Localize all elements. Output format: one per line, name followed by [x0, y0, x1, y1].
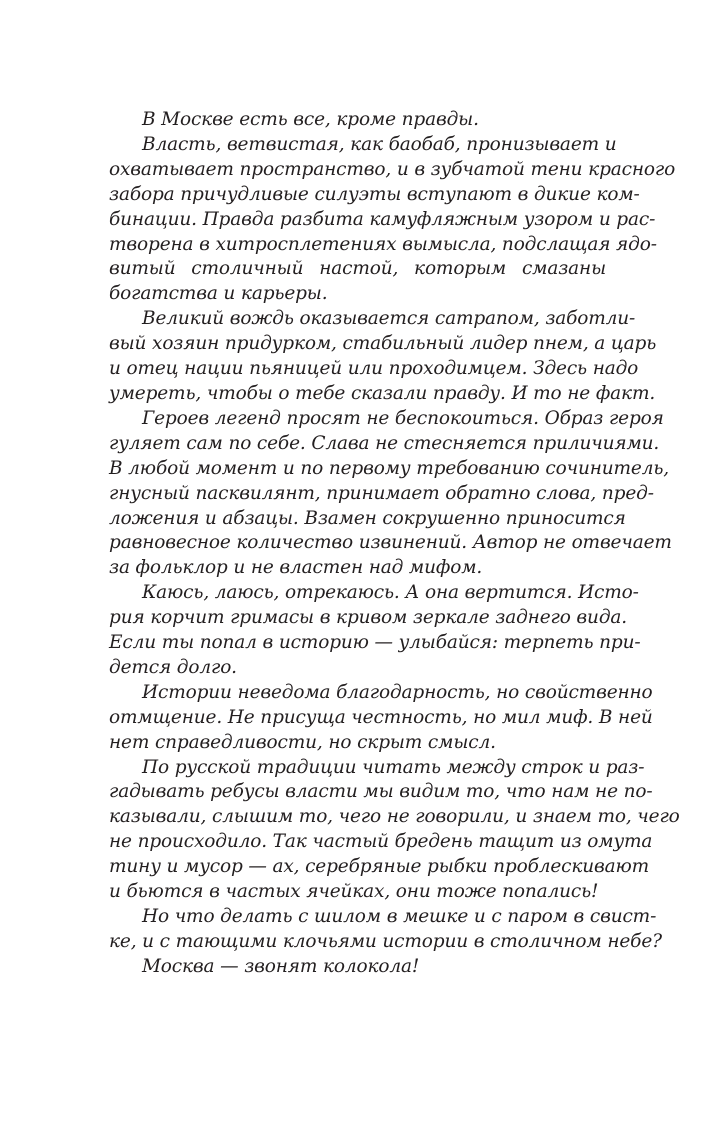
- text-line: Героев легенд просят не беспокоиться. Образ героя: [142, 407, 664, 429]
- text-line: рия корчит гримасы в кривом зеркале заднего вида.: [109, 607, 628, 629]
- text-line: Москва — звонят колокола!: [142, 955, 420, 977]
- text-line: По русской традиции читать между строк и раз-: [142, 756, 645, 778]
- text-line: Великий вождь оказывается сатрапом, заботли-: [142, 308, 636, 330]
- paragraph-2: [76, 133, 676, 307]
- text-line: бинации. Правда разбита камуфляжным узором и рас-: [109, 208, 656, 230]
- text-line: отмщение. Не присуща честность, но мил миф. В ней: [109, 706, 653, 728]
- paragraph-8: [76, 905, 662, 955]
- text-line: В любой момент и по первому требованию сочинитель,: [109, 457, 670, 479]
- text-line: не происходило. Так частый бредень тащит из омута: [109, 831, 653, 853]
- text-line: Истории неведома благодарность, но свойственно: [142, 681, 653, 703]
- text-line: тину и мусор — ах, серебряные рыбки проблескивают: [109, 856, 650, 878]
- text-line: за фольклор и не властен над мифом.: [109, 557, 483, 579]
- text-line: охватывает пространство, и в зубчатой тени красного: [109, 158, 676, 180]
- paragraph-9: [76, 955, 606, 980]
- text-line: ке, и с тающими клочьями истории в столичном небе?: [109, 930, 662, 952]
- paragraph-4: [76, 407, 672, 581]
- text-line: равновесное количество извинений. Автор не отвечает: [109, 532, 672, 554]
- paragraph-6: [76, 681, 653, 756]
- text-line: дется долго.: [109, 656, 237, 678]
- text-line: и бьются в частых ячейках, они тоже попались!: [109, 881, 599, 903]
- text-line: Но что делать с шилом в мешке и с паром в свист-: [142, 906, 657, 927]
- text-line: гнусный пасквилянт, принимает обратно слова, пред-: [109, 482, 654, 504]
- text-line: казывали, слышим то, чего не говорили, и знаем то, чего: [109, 806, 680, 828]
- paragraph-1: [76, 108, 606, 133]
- text-line: ложения и абзацы. Взамен сокрушенно приносится: [109, 507, 626, 529]
- paragraph-3: [76, 307, 657, 407]
- text-line: вый хозяин придурком, стабильный лидер пнем, а царь: [109, 333, 657, 355]
- paragraph-7: [76, 756, 680, 905]
- text-line: Если ты попал в историю — улыбайся: терпеть при-: [109, 632, 641, 654]
- text-line: гадывать ребусы власти мы видим то, что нам не по-: [109, 781, 653, 803]
- text-line: Каюсь, лаюсь, отрекаюсь. А она вертится. Исто-: [142, 582, 639, 604]
- body-text: [76, 108, 680, 980]
- text-line: и отец нации пьяницей или проходимцем. Здесь надо: [109, 358, 639, 380]
- text-line: нет справедливости, но скрыт смысл.: [109, 731, 496, 753]
- text-line: Власть, ветвистая, как баобаб, пронизывает и: [142, 133, 617, 155]
- text-line: В Москве есть все, кроме правды.: [142, 109, 479, 130]
- text-line: гуляет сам по себе. Слава не стесняется приличиями.: [109, 432, 660, 454]
- text-line: богатства и карьеры.: [109, 283, 328, 305]
- text-line: забора причудливые силуэты вступают в дикие ком-: [109, 183, 640, 205]
- text-line: творена в хитросплетениях вымысла, подслащая ядо-: [109, 233, 657, 255]
- paragraph-5: [76, 581, 641, 681]
- text-line: умереть, чтобы о тебе сказали правду. И то не факт.: [109, 382, 656, 404]
- text-line: витый столичный настой, которым смазаны: [109, 258, 606, 280]
